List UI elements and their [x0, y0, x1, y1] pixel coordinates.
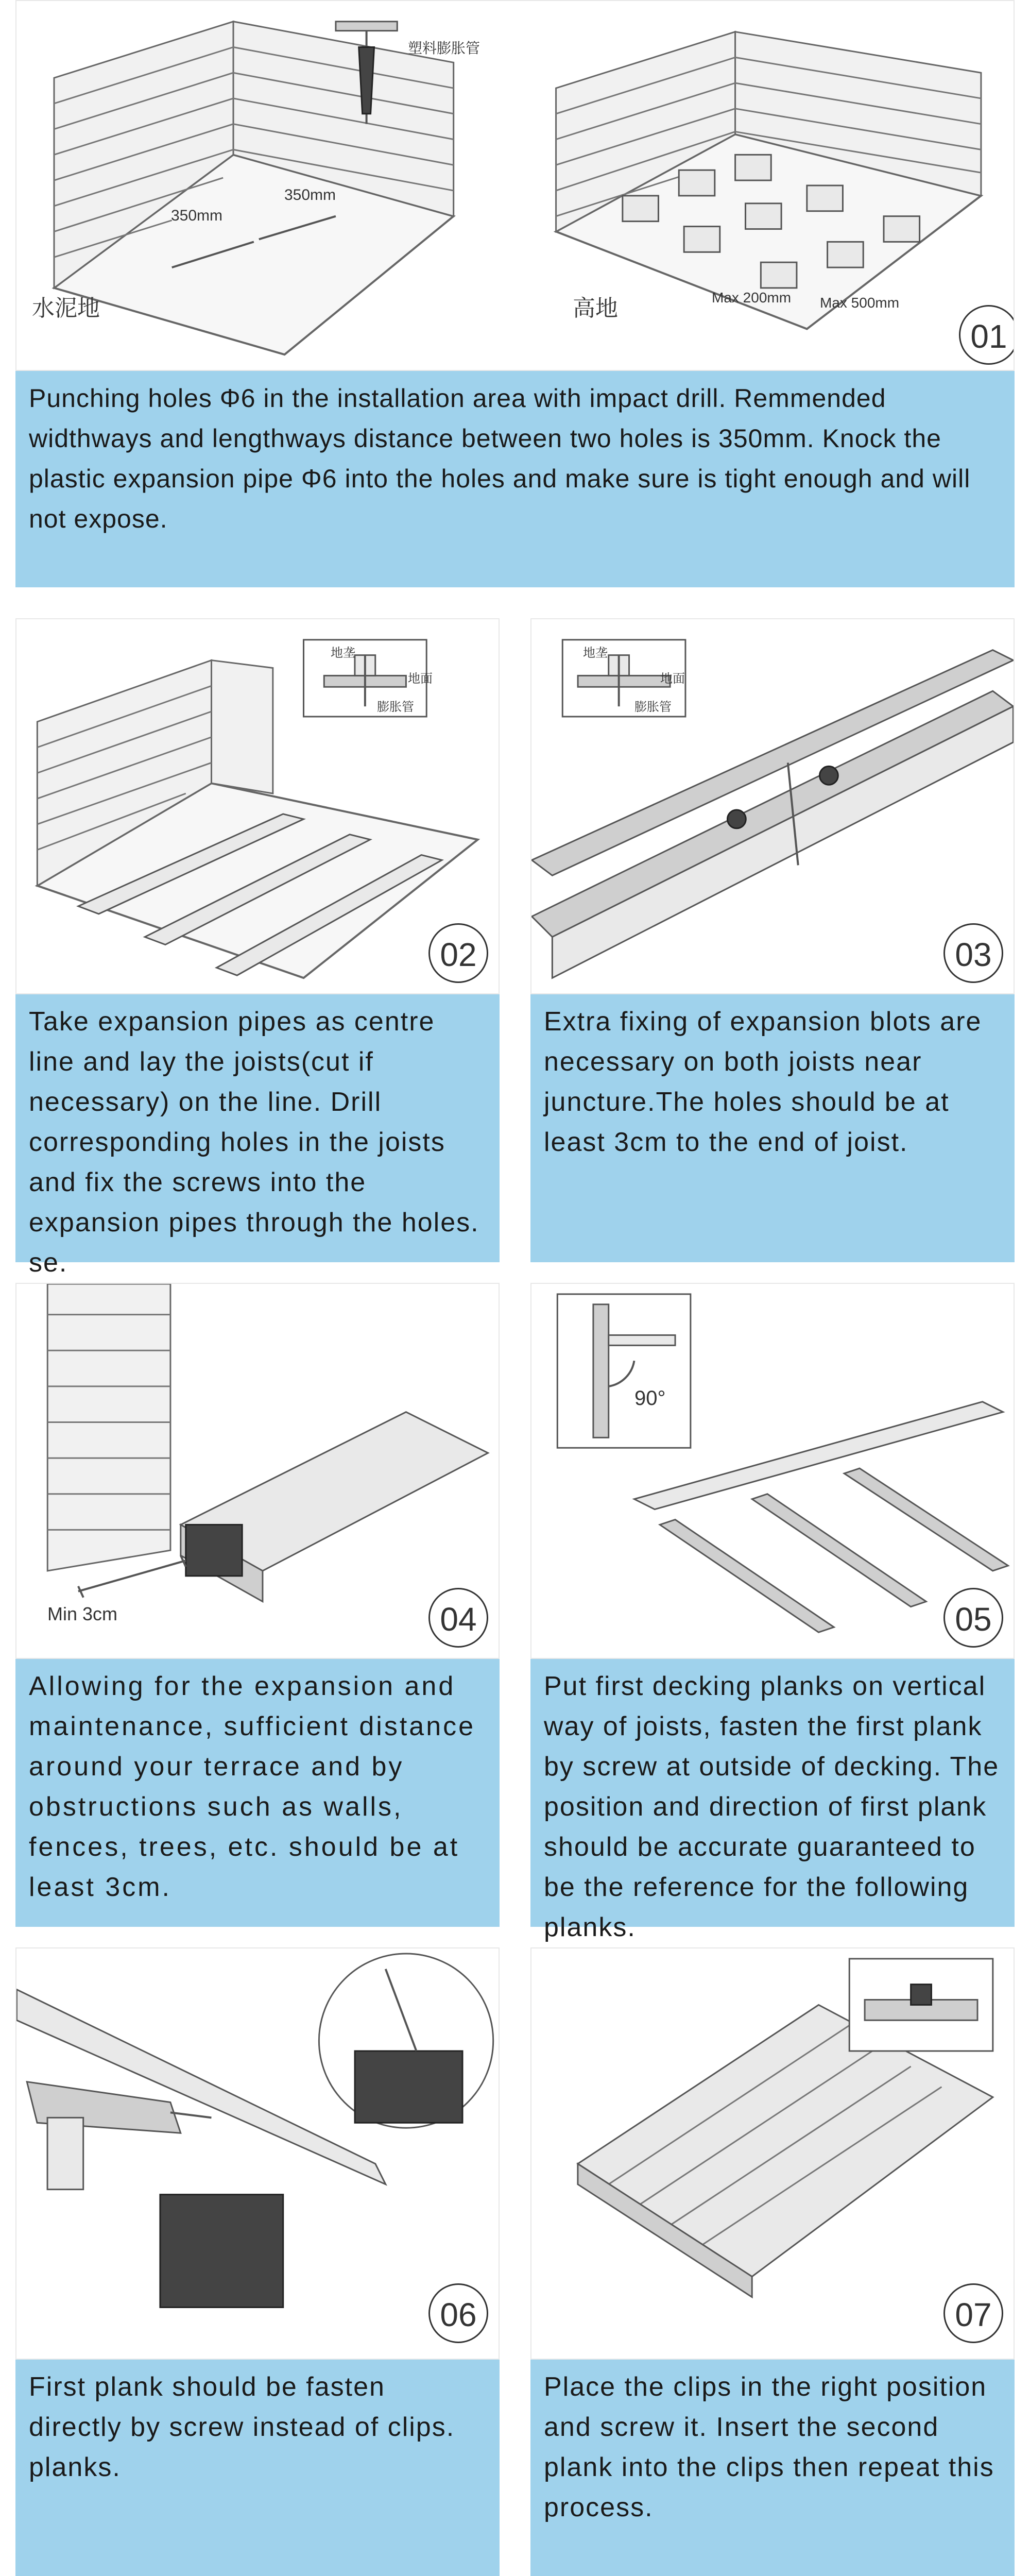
illustration-03 — [530, 618, 1015, 994]
detail-inset-06 — [319, 1954, 493, 2128]
step-number-07: 07 — [943, 2283, 1003, 2343]
detail-inset-05 — [557, 1294, 691, 1448]
illustration-05 — [530, 1283, 1015, 1659]
label-concrete-floor: 水泥地 — [32, 296, 100, 321]
illustration-04-drawing — [16, 1284, 499, 1658]
step-number-06: 06 — [428, 2283, 488, 2343]
step-number-01: 01 — [959, 305, 1015, 365]
label-02-a: 地垄 — [331, 646, 355, 660]
illustration-06 — [15, 1947, 500, 2360]
bolt-03-b — [819, 766, 838, 785]
caption-06: First plank should be fasten directly by screw instead of clips. planks. — [15, 2360, 500, 2576]
label-03-a: 地垄 — [583, 646, 608, 660]
joist-profile-04 — [186, 1524, 242, 1575]
panel-01 — [0, 0, 1030, 608]
label-03-c: 膨胀管 — [634, 700, 672, 714]
illustration-01-drawing — [16, 1, 1014, 370]
detail-inset-07 — [849, 1959, 993, 2051]
illustration-05-drawing — [531, 1284, 1014, 1658]
illustration-06-drawing — [16, 1948, 499, 2359]
label-03-b: 地面 — [660, 672, 685, 686]
step-number-03: 03 — [943, 923, 1003, 983]
caption-02: Take expansion pipes as centre line and lay the joists(cut if necessary) on the line. Drill corresponding holes in the joists and fix the screws into the expansion pipes through the holes. se. — [15, 994, 500, 1262]
caption-05: Put first decking planks on vertical way of joists, fasten the first plank by screw at outside of decking. The position and direction of first plank should be accurate guaranteed to be the reference for the following planks. — [530, 1659, 1015, 1927]
label-raised-floor: 高地 — [573, 296, 618, 321]
label-pipe: 塑料膨胀管 — [408, 40, 480, 56]
panel-06 — [0, 1937, 515, 2576]
illustration-07-drawing — [531, 1948, 1014, 2359]
caption-03: Extra fixing of expansion blots are necessary on both joists near juncture.The holes should be at least 3cm to the end of joist. — [530, 994, 1015, 1262]
illustration-02 — [15, 618, 500, 994]
label-04-min: Min 3cm — [47, 1603, 118, 1624]
illustration-03-drawing — [531, 619, 1014, 993]
step-number-04: 04 — [428, 1588, 488, 1648]
panel-07 — [515, 1937, 1030, 2576]
label-max-1: Max 200mm — [712, 290, 792, 306]
caption-04: Allowing for the expansion and maintenance, sufficient distance around your terrace and by obstructions such as walls, fences, trees, etc. should be at least 3cm. — [15, 1659, 500, 1927]
illustration-04 — [15, 1283, 500, 1659]
panel-02 — [0, 608, 515, 1278]
joist-03-a — [532, 691, 1014, 937]
step-number-02: 02 — [428, 923, 488, 983]
panel-04 — [0, 1273, 515, 1937]
drill-06 — [27, 2082, 211, 2190]
illustration-01 — [15, 0, 1015, 371]
panel-03 — [515, 608, 1030, 1273]
joist-profile-06 — [160, 2195, 283, 2308]
label-02-b: 地面 — [408, 672, 433, 686]
step-number-05: 05 — [943, 1588, 1003, 1648]
panel-05 — [515, 1273, 1030, 1942]
label-dim-2: 350mm — [284, 187, 336, 204]
label-05-angle: 90° — [634, 1387, 666, 1410]
label-02-c: 膨胀管 — [377, 700, 414, 714]
label-max-2: Max 500mm — [820, 295, 900, 311]
bolt-03-a — [727, 810, 746, 828]
caption-07: Place the clips in the right position and screw it. Insert the second plank into the clips then repeat this process. — [530, 2360, 1015, 2576]
wall-04 — [47, 1284, 170, 1571]
label-dim-1: 350mm — [171, 207, 223, 224]
caption-01: Punching holes Φ6 in the installation area with impact drill. Remmended widthways and lengthways distance between two holes is 350mm. Knock the plastic expansion pipe Φ6 into the holes and make sure is tight enough and will not expose. — [15, 371, 1015, 587]
illustration-07 — [530, 1947, 1015, 2360]
